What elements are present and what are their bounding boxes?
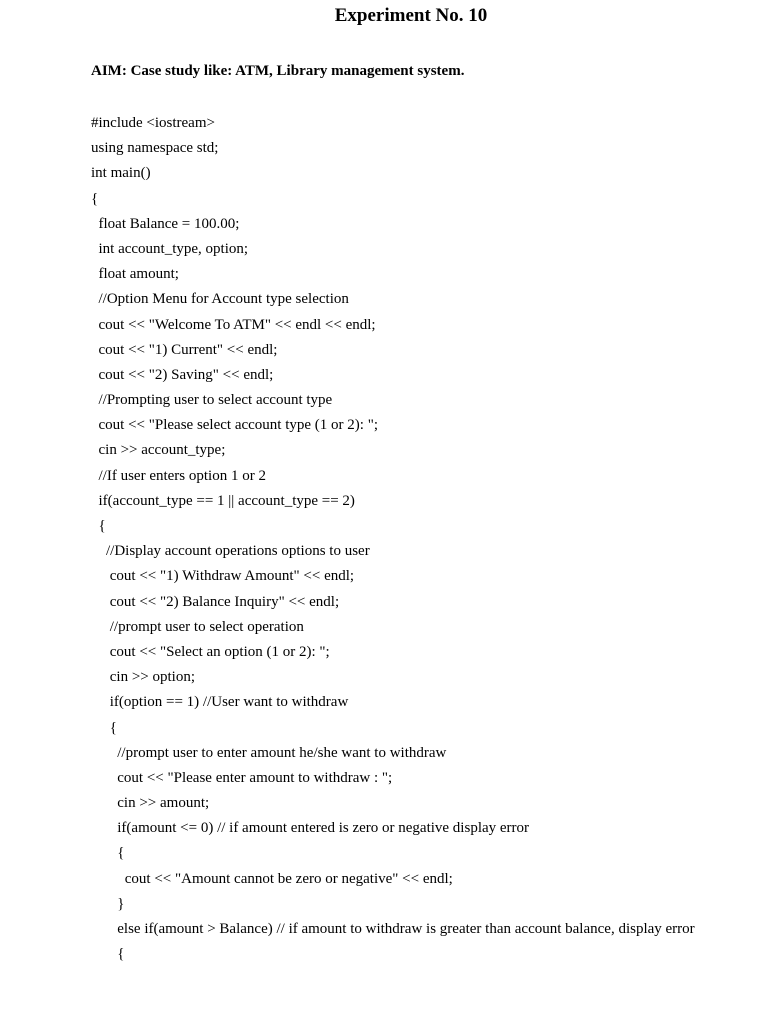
code-line: if(amount <= 0) // if amount entered is zero or negative display error: [91, 820, 530, 837]
code-line: cout << "2) Balance Inquiry" << endl;: [91, 593, 340, 610]
code-line: cout << "Select an option (1 or 2): ";: [91, 643, 330, 660]
code-line: if(option == 1) //User want to withdraw: [91, 694, 349, 711]
code-line: cout << "1) Current" << endl;: [91, 341, 278, 358]
code-line: using namespace std;: [91, 140, 219, 157]
code-line: {: [91, 946, 125, 963]
page-title: Experiment No. 10: [334, 5, 488, 26]
code-line: //Display account operations options to user: [91, 543, 370, 560]
code-line: float amount;: [91, 266, 179, 283]
code-line: //Option Menu for Account type selection: [91, 291, 349, 308]
code-line: float Balance = 100.00;: [91, 215, 240, 232]
code-line: {: [91, 518, 106, 534]
code-line: }: [91, 895, 125, 912]
code-line: cout << "Amount cannot be zero or negative" << endl;: [91, 870, 453, 887]
code-line: cout << "1) Withdraw Amount" << endl;: [91, 568, 355, 585]
code-line: else if(amount > Balance) // if amount to withdraw is greater than account balance, display error: [91, 921, 695, 937]
code-listing: [91, 111, 761, 967]
code-line: cin >> amount;: [91, 795, 210, 812]
code-line: //Prompting user to select account type: [91, 392, 333, 409]
code-line: int main(): [91, 165, 151, 182]
code-line: cout << "Please enter amount to withdraw : ";: [91, 769, 393, 786]
code-line: cin >> option;: [91, 669, 195, 686]
code-line: //prompt user to enter amount he/she want to withdraw: [91, 744, 447, 761]
code-line: cin >> account_type;: [91, 442, 226, 459]
aim-statement: AIM: Case study like: ATM, Library management system.: [91, 63, 465, 79]
code-line: //If user enters option 1 or 2: [91, 467, 266, 484]
code-line: cout << "2) Saving" << endl;: [91, 366, 274, 383]
code-line: {: [91, 845, 125, 862]
code-line: cout << "Please select account type (1 or 2): ";: [91, 417, 378, 434]
code-line: #include <iostream>: [91, 115, 215, 131]
code-line: cout << "Welcome To ATM" << endl << endl;: [91, 316, 376, 333]
code-line: {: [91, 719, 117, 736]
code-line: int account_type, option;: [91, 240, 249, 257]
code-line: //prompt user to select operation: [91, 618, 304, 635]
code-line: if(account_type == 1 || account_type == 2): [91, 492, 355, 509]
code-line: {: [91, 190, 99, 207]
